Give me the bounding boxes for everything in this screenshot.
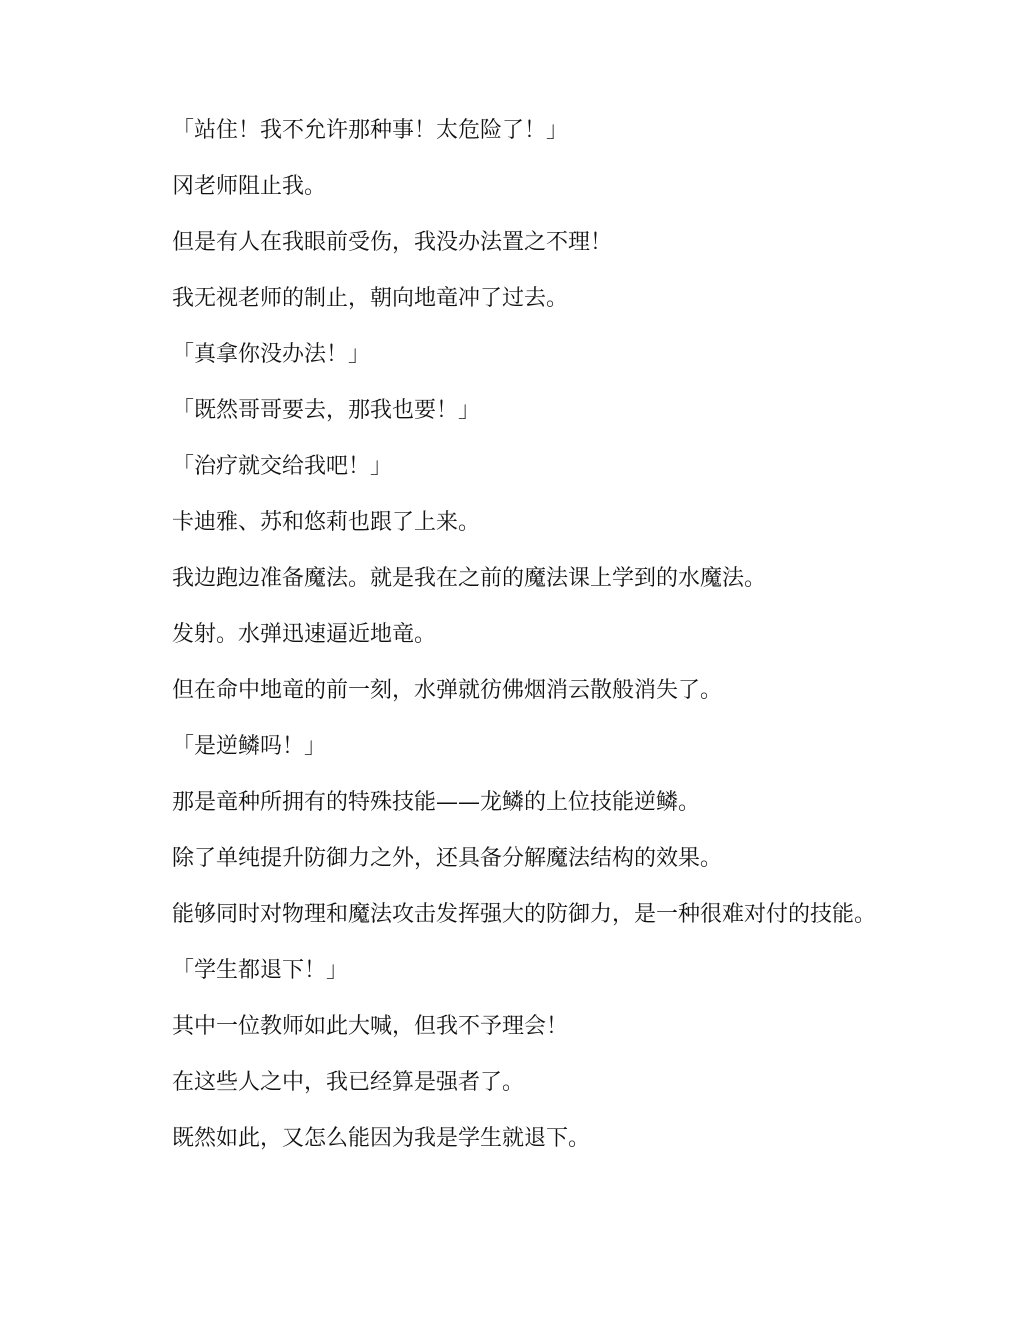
paragraph: 其中一位教师如此大喊，但我不予理会！ — [172, 1014, 569, 1039]
paragraph: 既然如此，又怎么能因为我是学生就退下。 — [172, 1126, 591, 1151]
paragraph: 「真拿你没办法！」 — [172, 342, 371, 367]
paragraph: 除了单纯提升防御力之外，还具备分解魔法结构的效果。 — [172, 846, 723, 871]
paragraph: 我边跑边准备魔法。就是我在之前的魔法课上学到的水魔法。 — [172, 566, 767, 591]
paragraph: 卡迪雅、苏和悠莉也跟了上来。 — [172, 510, 481, 535]
paragraph: 冈老师阻止我。 — [172, 174, 327, 199]
paragraph: 发射。水弹迅速逼近地竜。 — [172, 622, 437, 647]
paragraph: 「站住！我不允许那种事！太危险了！」 — [172, 118, 569, 143]
paragraph: 「治疗就交给我吧！」 — [172, 454, 393, 479]
paragraph: 「学生都退下！」 — [172, 958, 349, 983]
paragraph: 但在命中地竜的前一刻，水弹就彷佛烟消云散般消失了。 — [172, 678, 723, 703]
paragraph: 在这些人之中，我已经算是强者了。 — [172, 1070, 525, 1095]
paragraph: 那是竜种所拥有的特殊技能——龙鳞的上位技能逆鳞。 — [172, 790, 701, 815]
paragraph: 「是逆鳞吗！」 — [172, 734, 327, 759]
paragraph: 我无视老师的制止，朝向地竜冲了过去。 — [172, 286, 569, 311]
paragraph: 「既然哥哥要去，那我也要！」 — [172, 398, 481, 423]
paragraph: 能够同时对物理和魔法攻击发挥强大的防御力，是一种很难对付的技能。 — [172, 902, 877, 927]
paragraph: 但是有人在我眼前受伤，我没办法置之不理！ — [172, 230, 613, 255]
